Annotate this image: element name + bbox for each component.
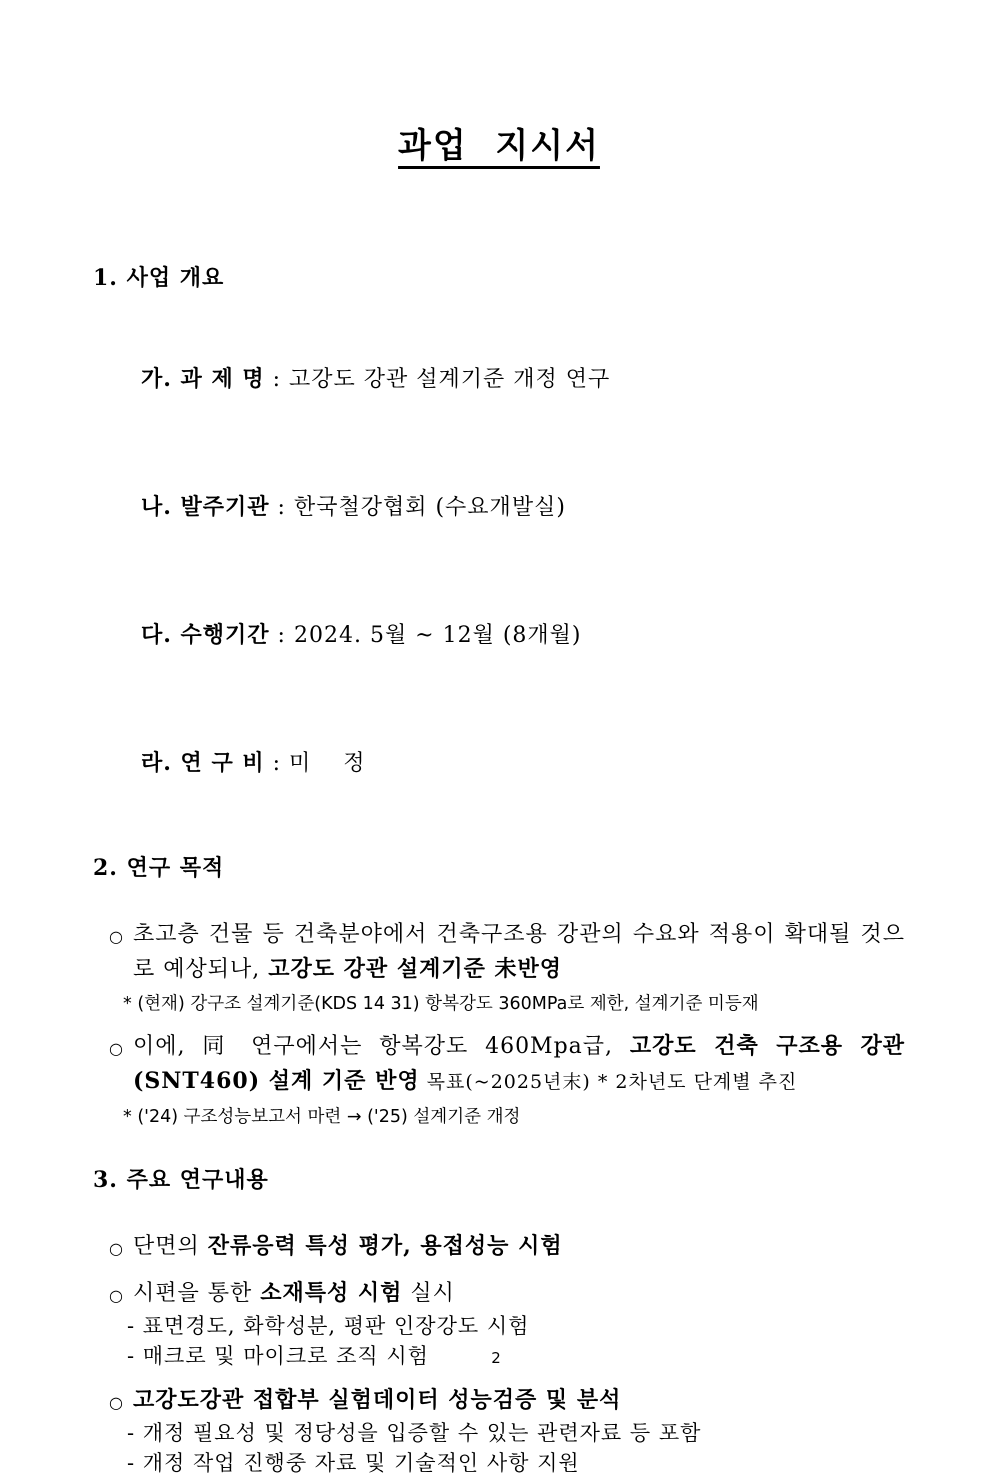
purpose-bullet-2-bold: 고강도 건축 구조용 강관(SNT460) 설계 기준 반영 [133,1033,906,1094]
content-bullet-2 [93,1276,905,1311]
content-bullet-2-bold: 소재특성 시험 [260,1280,403,1306]
field-execution-period-value: 2024. 5월 ~ 12월 (8개월) [293,623,582,648]
circle-bullet-marker: ○ [109,1286,123,1305]
content-bullet-2-tail: 실시 [402,1281,455,1306]
field-project-name-label: 가. 과 제 명 [140,366,265,392]
circle-bullet-marker: ○ [109,927,123,946]
document-title: 과업 지시서 [398,126,600,166]
field-ordering-agency-label: 나. 발주기관 [140,494,270,520]
field-ordering-agency [93,468,905,547]
content-bullet-1-bold: 잔류응력 특성 평가, 용접성능 시험 [207,1233,563,1259]
purpose-bullet-1-text: 초고층 건물 등 건축분야에서 건축구조용 강관의 수요와 적용이 확대될 것으로 예상되나, [133,922,905,982]
circle-bullet-marker: ○ [109,1239,123,1258]
purpose-bullet-2-text: 이에, 同 연구에서는 항복강도 460Mpa급, [133,1034,630,1059]
section-2-heading: 2. 연구 목적 [93,855,225,881]
field-execution-period-label: 다. 수행기간 [140,622,270,648]
sub-item: - 매크로 및 마이크로 조직 시험 [127,1344,429,1368]
section-3-heading: 3. 주요 연구내용 [93,1167,269,1193]
field-separator: : [269,623,294,648]
sub-item: - 개정 작업 진행중 자료 및 기술적인 사항 지원 [127,1451,580,1475]
purpose-footnote-1: * (현재) 강구조 설계기준(KDS 14 31) 항복강도 360MPa로 제한, 설계기준 미등재 [123,994,759,1014]
field-research-budget-label: 라. 연 구 비 [140,750,265,776]
content-bullet-3 [93,1383,905,1418]
circle-bullet-marker: ○ [109,1393,123,1412]
content-bullet-2-text: 시편을 통한 [133,1281,261,1306]
sub-item: - 표면경도, 화학성분, 평판 인장강도 시험 [127,1314,530,1338]
purpose-bullet-2 [93,1029,905,1100]
page-number: 2 [491,1349,501,1367]
purpose-footnote-2: * ('24) 구조성능보고서 마련 → ('25) 설계기준 개정 [123,1107,521,1127]
field-project-name [93,340,905,419]
circle-bullet-marker: ○ [109,1039,123,1058]
content-bullet-3-bold: 고강도강관 접합부 실험데이터 성능검증 및 분석 [133,1387,622,1413]
purpose-bullet-1-bold: 고강도 강관 설계기준 未반영 [268,956,563,982]
field-separator: : [264,367,290,392]
field-execution-period [93,596,905,675]
field-separator: : [269,495,294,520]
section-1-heading: 1. 사업 개요 [93,265,225,291]
field-separator: : [264,751,290,776]
field-research-budget-value: 미 정 [289,751,366,776]
field-ordering-agency-value: 한국철강협회 (수요개발실) [293,495,566,520]
field-project-name-value: 고강도 강관 설계기준 개정 연구 [289,367,611,392]
field-research-budget [93,724,905,803]
content-bullet-1-text: 단면의 [133,1234,208,1259]
content-bullet-1 [93,1229,905,1264]
purpose-bullet-1 [93,917,905,987]
purpose-bullet-2-tail: 목표(~2025년末) * 2차년도 단계별 추진 [419,1071,798,1093]
sub-item: - 개정 필요성 및 정당성을 입증할 수 있는 관련자료 등 포함 [127,1421,702,1445]
